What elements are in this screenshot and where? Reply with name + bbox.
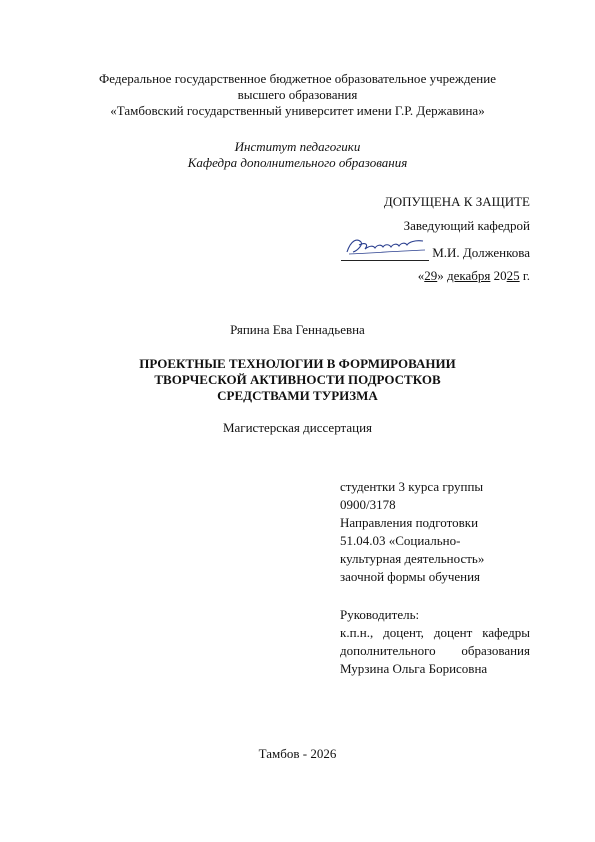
- approval-title: ДОПУЩЕНА К ЗАЩИТЕ: [383, 194, 530, 209]
- city-year: Тамбов - 2026: [258, 746, 337, 761]
- institution-line-3: «Тамбовский государственный университет имени Г.Р. Державина»: [110, 103, 485, 118]
- date-year-prefix: 20: [493, 268, 507, 283]
- thesis-title-line-3: СРЕДСТВАМИ ТУРИЗМА: [217, 388, 378, 403]
- date-open-quote: «: [417, 268, 425, 283]
- date-day: 29: [424, 268, 438, 283]
- supervisor-department: дополнительного образования: [340, 643, 530, 658]
- institution-line-2: высшего образования: [237, 87, 358, 102]
- author-name: Ряпина Ева Геннадьевна: [230, 322, 365, 337]
- signature-line: [341, 242, 429, 261]
- supervisor-degree: к.п.н., доцент, доцент кафедры: [340, 625, 530, 640]
- institution-line-1: Федеральное государственное бюджетное образовательное учреждение: [99, 71, 496, 86]
- thesis-title-line-1: ПРОЕКТНЫЕ ТЕХНОЛОГИИ В ФОРМИРОВАНИИ: [139, 356, 456, 371]
- institute-name: Институт педагогики: [234, 139, 361, 154]
- student-info-line-2: 0900/3178: [340, 497, 396, 512]
- date-year-suffix: 25: [506, 268, 520, 283]
- chair-name: Кафедра дополнительного образования: [187, 155, 408, 170]
- student-info-line-5: культурная деятельность»: [340, 551, 485, 566]
- institution-header: [0, 71, 595, 119]
- supervisor-name: Мурзина Ольга Борисовна: [340, 661, 488, 676]
- approver-name: М.И. Долженкова: [432, 245, 530, 260]
- supervisor-label: Руководитель:: [340, 607, 420, 622]
- approval-position: Заведующий кафедрой: [403, 218, 530, 233]
- student-info-line-1: студентки 3 курса группы: [340, 479, 484, 494]
- date-close-quote: »: [437, 268, 447, 283]
- approval-signature-row: [341, 242, 530, 261]
- date-tail: г.: [519, 268, 530, 283]
- approval-date: [418, 268, 530, 284]
- student-info-line-6: заочной формы обучения: [340, 569, 481, 584]
- student-info-line-3: Направления подготовки: [340, 515, 479, 530]
- supervisor-info: [340, 606, 530, 678]
- signature-icon: [343, 236, 429, 258]
- student-info-line-4: 51.04.03 «Социально-: [340, 533, 461, 548]
- student-info: [340, 478, 530, 586]
- thesis-title-line-2: ТВОРЧЕСКОЙ АКТИВНОСТИ ПОДРОСТКОВ: [154, 372, 441, 387]
- work-type: Магистерская диссертация: [222, 420, 373, 435]
- department-block: [0, 139, 595, 171]
- thesis-title: [0, 356, 595, 404]
- date-month: декабря: [447, 268, 491, 283]
